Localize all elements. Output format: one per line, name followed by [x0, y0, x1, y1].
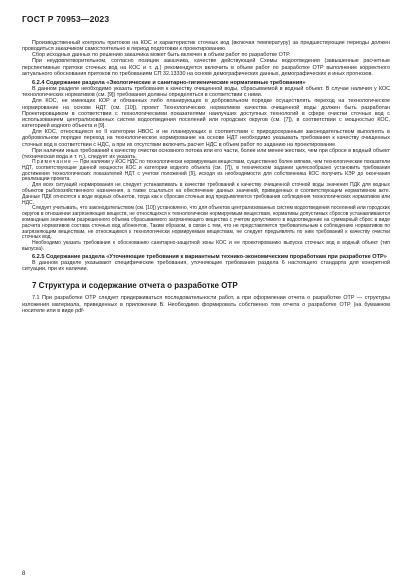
paragraph: В данном разделе указывают специфические требования, уточняющие требования раздела 6 настоящего стандарта для конкретной ситуации, при их наличии. — [22, 259, 390, 273]
document-body — [22, 40, 390, 314]
paragraph: Для КОС, не имеющих КОР и обязанных либо планирующих в добровольном порядке осуществлять переход на технологическое нормирование на основе НДТ (см. [10]), проект Технологических нормативов качества очищенной воды должен быть разработан Проектировщиком в соответствии с технологическими показателями наилучших доступных технологий в сфере очистки сточных вод с использованием централизованных систем водоотведения поселений или городских округов (см. [7]), в соответствии с мощностью КОС, категорией водного объекта и [9]. — [22, 98, 390, 130]
paragraph: Сбор исходных данных по решению заказчика может быть включен в объем работ по разработке ОТР. — [32, 52, 291, 59]
paragraph: Для всех ситуаций нормирования не следует устанавливать в качестве требований к качеству очищенной сточной воды значения ПДК для водных объектов рыбохозяйственного назначения, а также ссылаться на обеспечение данных значений, приведенных в соответствующем нормативном акте. Данные ПДК относятся к воде водных объектов, тогда как к сбросам сточных вод предъявляются требования соблюдения технологических нормативов или НДС. — [22, 182, 390, 206]
section-heading-6-2-4: 6.2.4 Содержание раздела «Экологические и санитарно-гигиенические нормативные требования» — [32, 79, 306, 86]
paragraph: 7.1 При разработке ОТР следует придерживаться последовательности работ, а при оформлении отчета о разработке ОТР — структуры изложения материала, приведенных в приложении В. Необходимо формировать собственно том отчета о разработке ОТР (на бумажном носителе или в виде pdf- — [22, 295, 390, 314]
paragraph: В данном разделе необходимо указать требования к качеству очищенной воды, сбрасываемой в водный объект. В случае наличия у КОС технологических нормативов (см. [9]) требования должны определяться в соответствии с ними. — [22, 86, 390, 99]
note-label: Примечание — [32, 158, 72, 165]
section-title-7: 7 Структура и содержание отчета о разработке ОТР — [32, 281, 238, 291]
note-paragraph — [22, 160, 390, 183]
paragraph: При неудовлетворительном, согласно позиции заказчика, качестве действующей Схемы водоотведения (завышенные расчетные перспективные притоки сточных вод на КОС и т. д.) рекомендуется включить в объем работ по разработке ОТР выполнение корректного актуального обоснования притоков по требованиям СП 32.13330 на основе демографических данных, демографических и иных прогнозов. — [22, 58, 390, 77]
paragraph: Следует учитывать, что законодательством (см. [10]) установлено, что для объектов централизованных систем водоотведения поселений или городских округов в отношении загрязняющих веществ, не относящихся к технологически нормируемым веществам, нормативы допустимых сбросов устанавливаются командным значением разрешенного объема сбрасываемого загрязняющего вещества с учетом допустимого в водоотведение на суммарный сброс в виде расчета нормативов состава сточных вод абонентов. Таким образом, в связи с тем, что не представляется требовательным к соблюдению нормативов по загрязняющим веществам, не относящимся к технологически нормируемым веществам, не следует предъявлять по ним требований к качеству очистки сточных вод. — [22, 205, 390, 241]
note-text: — При наличии у КОС НДС по технологически нормируемым веществам, существенно более мягким, чем технологические показатели НДТ, соответствующие данной мощности КОС и категории водного объекта (см. [7]), в техническом задании целесообразно установить требования достижения технологических показателей НДТ с учетом положений [9], исходя из необходимости для собственника КОС получить КЭР до окончания реализации проекта. — [22, 158, 390, 183]
page-number: 8 — [22, 571, 26, 577]
paragraph: Необходимо указать требования к обоснованию санитарно-защитной зоны КОС и ее проектированию выпуска сточных вод в водный объект (тип выпуска). — [22, 240, 390, 252]
paragraph: При наличии иных требований к качеству очистки основного потока или его части, более или менее жестких, чем при сбросе в водный объект (техническая вода и т. п.), следует их указать. — [22, 147, 390, 160]
document-code-header: ГОСТ Р 70953—2023 — [22, 14, 110, 24]
paragraph: Для КОС, относящихся ко II категории НВОС и не планирующих в соответствии с природоохранным законодательством выполнять в добровольном порядке переход на технологическое нормирование на основе НДТ необходимо указывать требования к качеству очищенных сточных вод в соответствии с НДС, а при их отсутствии включить расчет НДС в объем работ по заданию на проектирование. — [22, 129, 390, 148]
section-heading-6-2-5: 6.2.5 Содержание раздела «Уточняющие требования к вариантным технико-экономическим проработкам при разработке ОТР» — [32, 253, 387, 260]
paragraph: Производственный контроль притоков на КОС и характеристик сточных вод (включая температуру) за предшествующие периоды должен проводиться заказчиком самостоятельно в период подготовки к проектированию. — [22, 40, 390, 53]
